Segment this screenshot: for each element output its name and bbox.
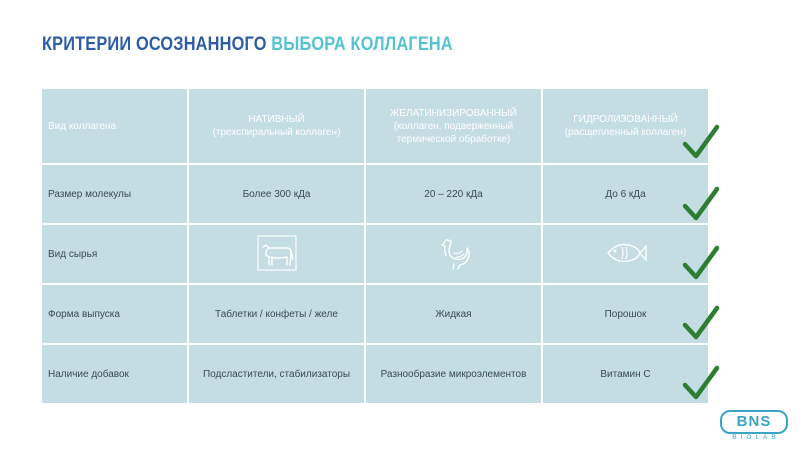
row-label: Наличие добавок <box>41 344 188 404</box>
header-native <box>188 88 365 164</box>
checkmark-icon <box>682 124 720 160</box>
checkmark-icon <box>682 186 720 222</box>
criteria-table <box>40 87 710 405</box>
table-header-row <box>41 88 709 164</box>
table-cell: Жидкая <box>365 284 542 344</box>
header-gelatinized <box>365 88 542 164</box>
table-cell: Витамин С <box>542 344 709 404</box>
row-label: Вид сырья <box>41 224 188 284</box>
header-hydrolyzed-title: ГИДРОЛИЗОВАННЫЙ <box>573 114 678 125</box>
checkmark-icon <box>682 305 720 341</box>
table-cell <box>188 224 365 284</box>
row-label: Форма выпуска <box>41 284 188 344</box>
header-label: Вид коллагена <box>41 88 188 164</box>
title-part-1: КРИТЕРИИ ОСОЗНАННОГО <box>42 34 267 55</box>
table-cell: 20 – 220 кДа <box>365 164 542 224</box>
table-row <box>41 224 709 284</box>
header-gelatinized-subtitle: (коллаген, подверженный термической обработке) <box>393 120 514 145</box>
header-hydrolyzed-subtitle: (расщепленный коллаген) <box>564 127 687 138</box>
table-cell: Более 300 кДа <box>188 164 365 224</box>
fish-icon <box>604 238 648 271</box>
checkmark-icon <box>682 365 720 401</box>
row-label: Размер молекулы <box>41 164 188 224</box>
table-row <box>41 164 709 224</box>
header-gelatinized-title: ЖЕЛАТИНИЗИРОВАННЫЙ <box>389 107 517 119</box>
header-native-title: НАТИВНЫЙ <box>248 114 305 125</box>
header-native-subtitle: (трехспиральный коллаген) <box>212 127 341 138</box>
table-cell <box>365 224 542 284</box>
table-cell: Таблетки / конфеты / желе <box>188 284 365 344</box>
chicken-icon <box>434 233 474 276</box>
table-cell: Разнообразие микроэлементов <box>365 344 542 404</box>
table-cell: Порошок <box>542 284 709 344</box>
cow-icon <box>257 235 297 274</box>
table-cell: Подсластители, стабилизаторы <box>188 344 365 404</box>
bns-biolab-logo <box>720 408 788 444</box>
title-part-2: ВЫБОРА КОЛЛАГЕНА <box>271 34 453 55</box>
logo-mark: BNS <box>720 410 788 434</box>
slide-title <box>42 34 453 56</box>
checkmark-icon <box>682 245 720 281</box>
table-cell: До 6 кДа <box>542 164 709 224</box>
table-row <box>41 344 709 404</box>
logo-subtitle: BIOLAB <box>732 434 780 441</box>
table-row <box>41 284 709 344</box>
